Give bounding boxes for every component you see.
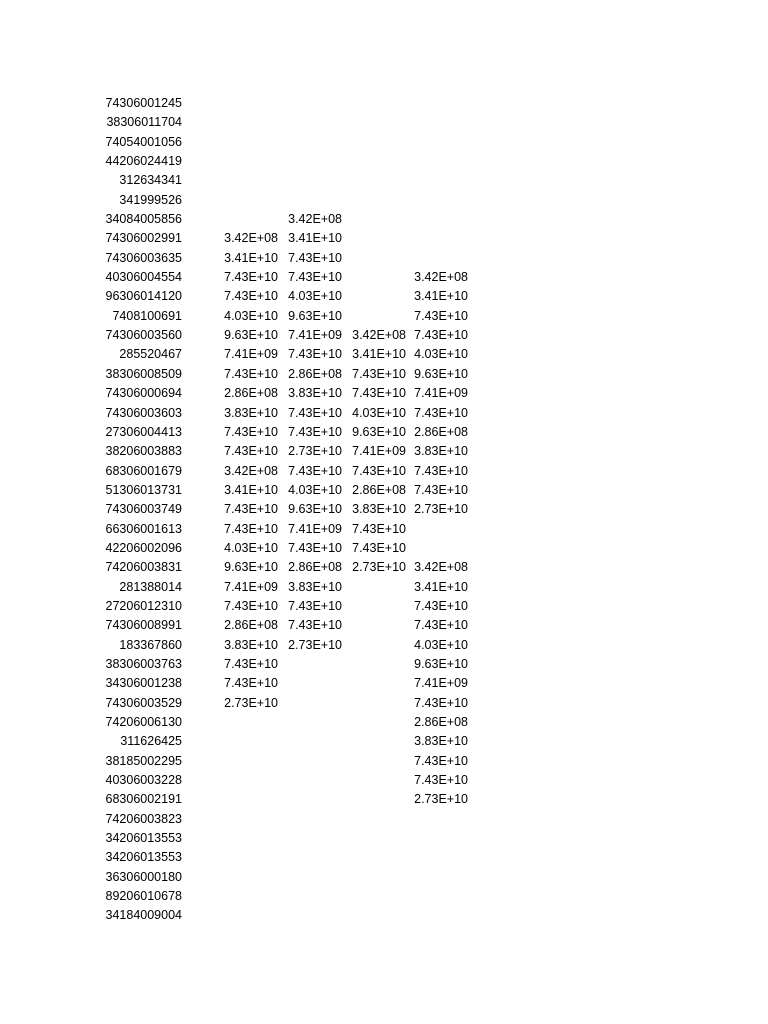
cell: 42206002096	[105, 540, 182, 555]
cell: 9.63E+10	[414, 366, 468, 381]
cell: 7.43E+10	[224, 444, 278, 459]
cell: 3.41E+10	[414, 289, 468, 304]
cell: 7.43E+10	[288, 540, 342, 555]
cell: 9.63E+10	[352, 424, 406, 439]
cell: 38185002295	[105, 753, 182, 768]
cell: 4.03E+10	[288, 482, 342, 497]
cell: 311626425	[120, 734, 182, 749]
cell	[340, 287, 406, 306]
cell: 7.43E+10	[288, 618, 342, 633]
cell	[340, 152, 406, 171]
column-a	[100, 94, 182, 926]
cell: 3.83E+10	[352, 502, 406, 517]
cell: 7.43E+10	[288, 405, 342, 420]
cell: 2.73E+10	[224, 695, 278, 710]
cell: 7.41E+09	[414, 676, 468, 691]
cell: 40306004554	[105, 270, 182, 285]
cell: 7.43E+10	[352, 540, 406, 555]
cell: 38306011704	[106, 115, 182, 130]
cell	[276, 133, 342, 152]
cell: 3.42E+08	[352, 328, 406, 343]
cell: 4.03E+10	[414, 347, 468, 362]
cell: 96306014120	[105, 289, 182, 304]
cell: 74306008991	[105, 618, 182, 633]
cell: 7408100691	[112, 308, 182, 323]
cell: 3.83E+10	[288, 386, 342, 401]
cell: 2.73E+10	[352, 560, 406, 575]
cell: 89206010678	[105, 889, 182, 904]
cell: 3.83E+10	[288, 579, 342, 594]
cell	[212, 133, 278, 152]
cell: 7.43E+10	[288, 424, 342, 439]
cell: 7.43E+10	[414, 482, 468, 497]
cell: 7.43E+10	[352, 463, 406, 478]
cell: 3.41E+10	[414, 579, 468, 594]
cell: 74306003749	[105, 502, 182, 517]
cell	[276, 113, 342, 132]
cell: 7.43E+10	[414, 405, 468, 420]
cell: 3.41E+10	[224, 482, 278, 497]
cell: 9.63E+10	[414, 656, 468, 671]
cell: 3.42E+08	[414, 560, 468, 575]
cell: 66306001613	[105, 521, 182, 536]
cell	[212, 191, 278, 210]
cell	[340, 210, 406, 229]
cell: 7.43E+10	[352, 521, 406, 536]
column-b	[212, 94, 278, 713]
cell	[404, 520, 468, 539]
cell	[404, 210, 468, 229]
cell: 7.43E+10	[352, 386, 406, 401]
cell: 74306003529	[105, 695, 182, 710]
cell: 74206003831	[105, 560, 182, 575]
cell: 7.43E+10	[352, 366, 406, 381]
cell: 312634341	[119, 173, 182, 188]
cell: 74306002991	[105, 231, 182, 246]
cell: 74306000694	[105, 386, 182, 401]
cell	[276, 191, 342, 210]
cell: 68306001679	[105, 463, 182, 478]
cell: 3.83E+10	[224, 405, 278, 420]
cell	[212, 113, 278, 132]
cell: 341999526	[119, 192, 182, 207]
cell: 2.86E+08	[288, 560, 342, 575]
column-e	[404, 94, 468, 810]
cell: 2.86E+08	[288, 366, 342, 381]
cell: 27206012310	[105, 598, 182, 613]
cell: 285520467	[119, 347, 182, 362]
cell: 74054001056	[105, 134, 182, 149]
cell: 7.41E+09	[224, 347, 278, 362]
cell	[340, 249, 406, 268]
cell	[212, 171, 278, 190]
cell: 9.63E+10	[224, 560, 278, 575]
cell: 3.42E+08	[224, 463, 278, 478]
cell: 34206013553	[105, 831, 182, 846]
cell: 34206013553	[105, 850, 182, 865]
cell: 7.43E+10	[288, 463, 342, 478]
cell: 3.41E+10	[352, 347, 406, 362]
cell: 74306003635	[105, 250, 182, 265]
cell: 7.43E+10	[288, 598, 342, 613]
cell: 7.41E+09	[352, 444, 406, 459]
cell	[404, 113, 468, 132]
cell: 74306001245	[105, 96, 182, 110]
cell	[276, 152, 342, 171]
cell: 9.63E+10	[224, 328, 278, 343]
cell: 7.43E+10	[414, 773, 468, 788]
cell	[404, 152, 468, 171]
cell: 9.63E+10	[288, 308, 342, 323]
cell: 9.63E+10	[288, 502, 342, 517]
cell	[404, 133, 468, 152]
cell: 2.73E+10	[288, 444, 342, 459]
cell	[340, 268, 406, 287]
cell: 7.43E+10	[224, 502, 278, 517]
cell: 74306003560	[105, 328, 182, 343]
cell: 3.41E+10	[288, 231, 342, 246]
cell	[340, 171, 406, 190]
cell: 4.03E+10	[224, 540, 278, 555]
cell: 3.42E+08	[224, 231, 278, 246]
cell	[404, 191, 468, 210]
cell: 2.86E+08	[414, 424, 468, 439]
cell	[404, 171, 468, 190]
cell: 7.43E+10	[224, 521, 278, 536]
cell: 38306008509	[105, 366, 182, 381]
cell: 7.43E+10	[288, 347, 342, 362]
cell: 7.41E+09	[224, 579, 278, 594]
cell	[212, 94, 278, 113]
cell: 2.86E+08	[224, 618, 278, 633]
cell	[404, 539, 468, 558]
cell	[404, 249, 468, 268]
cell: 44206024419	[105, 154, 182, 169]
cell: 2.86E+08	[224, 386, 278, 401]
cell	[276, 171, 342, 190]
cell: 3.41E+10	[224, 250, 278, 265]
cell: 183367860	[119, 637, 182, 652]
cell: 74306003603	[105, 405, 182, 420]
cell: 2.86E+08	[352, 482, 406, 497]
cell: 34084005856	[105, 212, 182, 227]
cell: 2.73E+10	[414, 502, 468, 517]
cell: 27306004413	[105, 424, 182, 439]
cell: 3.83E+10	[414, 444, 468, 459]
cell: 7.43E+10	[224, 598, 278, 613]
cell: 7.43E+10	[224, 424, 278, 439]
cell: 7.43E+10	[288, 270, 342, 285]
cell: 4.03E+10	[224, 308, 278, 323]
cell: 4.03E+10	[288, 289, 342, 304]
cell: 38306003763	[105, 656, 182, 671]
cell	[212, 210, 278, 229]
cell: 74206006130	[105, 715, 182, 729]
cell: 3.42E+08	[414, 270, 468, 285]
cell	[404, 94, 468, 113]
cell	[340, 133, 406, 152]
cell: 7.41E+09	[414, 386, 468, 401]
cell: 7.43E+10	[224, 676, 278, 691]
cell: 34184009004	[105, 908, 182, 923]
cell	[340, 229, 406, 248]
cell: 2.73E+10	[288, 637, 342, 652]
cell: 7.43E+10	[414, 308, 468, 323]
cell: 74206003823	[105, 811, 182, 826]
cell	[340, 307, 406, 326]
cell: 51306013731	[105, 482, 182, 497]
column-c	[276, 94, 342, 655]
cell: 3.83E+10	[414, 734, 468, 749]
cell: 7.43E+10	[224, 289, 278, 304]
cell	[276, 94, 342, 113]
cell: 2.73E+10	[414, 792, 468, 807]
cell: 281388014	[119, 579, 182, 594]
cell	[340, 113, 406, 132]
cell: 68306002191	[105, 792, 182, 807]
cell: 7.43E+10	[414, 328, 468, 343]
cell: 7.43E+10	[288, 250, 342, 265]
cell: 7.41E+09	[288, 521, 342, 536]
cell: 7.43E+10	[224, 270, 278, 285]
cell: 4.03E+10	[414, 637, 468, 652]
cell: 7.43E+10	[224, 656, 278, 671]
cell: 38206003883	[105, 444, 182, 459]
cell: 7.43E+10	[414, 753, 468, 768]
cell: 7.43E+10	[414, 695, 468, 710]
cell: 4.03E+10	[352, 405, 406, 420]
cell: 3.83E+10	[224, 637, 278, 652]
cell: 3.42E+08	[288, 212, 342, 227]
cell: 7.43E+10	[224, 366, 278, 381]
cell: 7.43E+10	[414, 618, 468, 633]
cell: 36306000180	[105, 869, 182, 884]
cell	[340, 94, 406, 113]
cell: 7.43E+10	[414, 598, 468, 613]
cell: 40306003228	[105, 773, 182, 788]
cell: 7.41E+09	[288, 328, 342, 343]
cell	[404, 229, 468, 248]
cell	[340, 191, 406, 210]
cell	[212, 152, 278, 171]
cell: 7.43E+10	[414, 463, 468, 478]
cell: 2.86E+08	[414, 715, 468, 729]
cell: 34306001238	[105, 676, 182, 691]
column-d	[340, 94, 406, 578]
